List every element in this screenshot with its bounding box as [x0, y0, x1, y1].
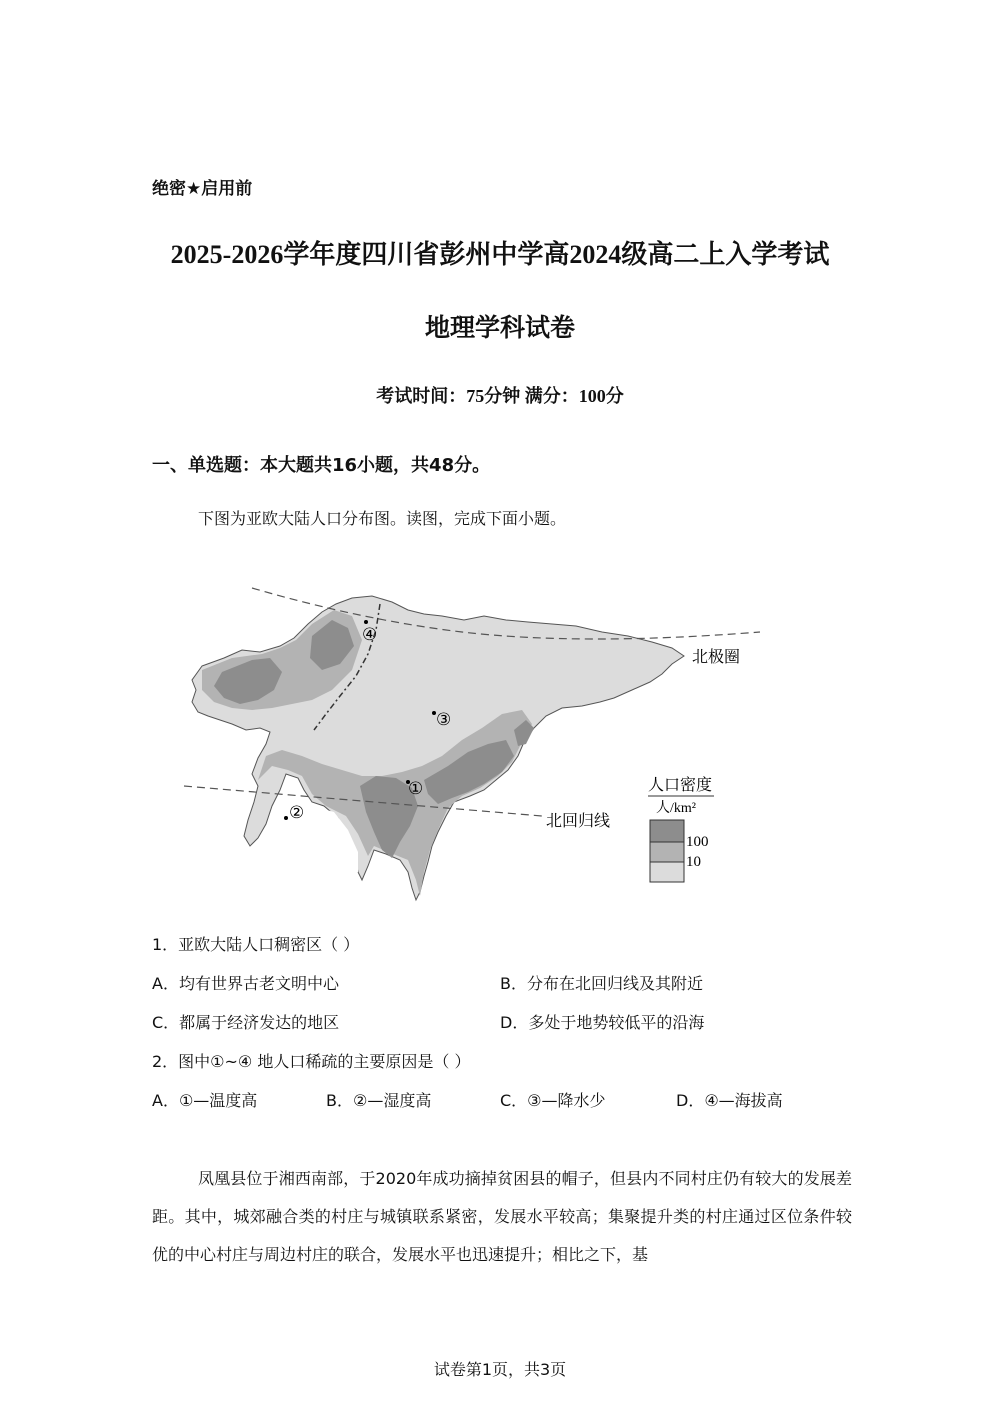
tropic-label: 北回归线 [546, 811, 611, 830]
point-2-label: ② [289, 803, 305, 823]
eurasia-population-map [162, 580, 762, 908]
legend-swatch-medium [650, 842, 684, 862]
question-2-option-b[interactable]: B．②—湿度高 [326, 1091, 432, 1110]
legend-value-10: 10 [686, 854, 701, 870]
point-2-dot [284, 816, 288, 820]
question-1-option-c[interactable]: C．都属于经济发达的地区 [152, 1013, 340, 1032]
reading-passage: 凤凰县位于湘西南部，于2020年成功摘掉贫困县的帽子，但县内不同村庄仍有较大的发展差距。其中，城郊融合类的村庄与城镇联系紧密，发展水平较高；集聚提升类的村庄通过区位条件较优的中心村庄与周边村庄的联合，发展水平也迅速提升；相比之下，基 [152, 1169, 852, 1264]
legend-unit: 人/km² [656, 801, 696, 816]
legend-value-100: 100 [686, 834, 709, 850]
question-intro: 下图为亚欧大陆人口分布图。读图，完成下面小题。 [198, 509, 567, 528]
legend-swatch-sparse [650, 862, 684, 882]
legend-swatch-dense [650, 820, 684, 842]
exam-title: 2025-2026学年度四川省彭州中学高2024级高二上入学考试 [170, 240, 830, 269]
question-2-option-c[interactable]: C．③—降水少 [500, 1091, 606, 1110]
exam-info: 考试时间：75分钟 满分：100分 [376, 386, 624, 406]
point-1-label: ① [408, 779, 424, 799]
arctic-circle-label: 北极圈 [692, 647, 741, 666]
legend-title: 人口密度 [648, 777, 713, 794]
page-footer: 试卷第1页，共3页 [433, 1360, 567, 1379]
question-1-option-d[interactable]: D．多处于地势较低平的沿海 [500, 1013, 705, 1032]
point-3-label: ③ [436, 710, 452, 730]
question-2-option-d[interactable]: D．④—海拔高 [676, 1091, 783, 1110]
point-4-dot [364, 620, 368, 624]
section-heading: 一、单选题：本大题共16小题，共48分。 [152, 455, 491, 476]
eurasia-landmass [192, 596, 684, 900]
question-1-stem: 1．亚欧大陆人口稠密区（ ） [152, 935, 360, 954]
exam-subtitle: 地理学科试卷 [424, 313, 575, 342]
question-2-stem: 2．图中①~④ 地人口稀疏的主要原因是（ ） [152, 1052, 471, 1071]
question-1-option-a[interactable]: A．均有世界古老文明中心 [152, 974, 339, 993]
confidential-label: 绝密★启用前 [152, 179, 253, 199]
question-1-option-b[interactable]: B．分布在北回归线及其附近 [500, 974, 703, 993]
question-2-option-a[interactable]: A．①—温度高 [152, 1091, 258, 1110]
point-4-label: ④ [362, 625, 378, 645]
